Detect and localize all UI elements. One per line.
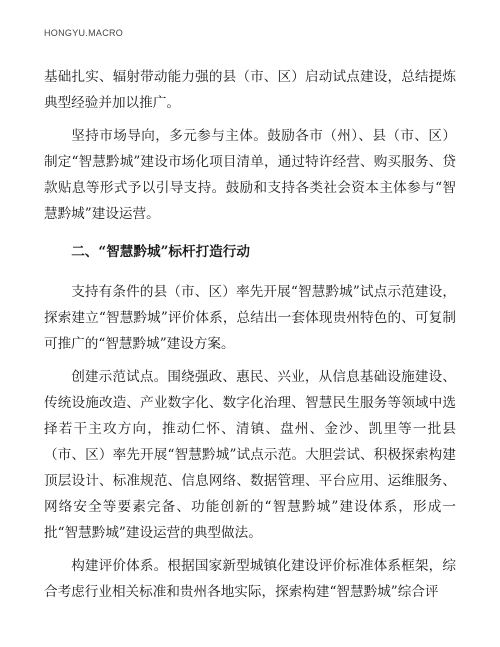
- document-header: HONGYU.MACRO: [44, 28, 124, 38]
- paragraph-create-demonstration: 创建示范试点。围绕强政、惠民、兴业，从信息基础设施建设、传统设施改造、产业数字化、数字化治理、智慧民生服务等领域中选择若干主攻方向，推动仁怀、清镇、盘州、金沙、凯里等一批县（市、区）率先开展“智慧黔城”试点示范。大胆尝试、积极探索构建顶层设计、标准规范、信息网络、数据管理、平台应用、运维服务、网络安全等要素完备、功能创新的“智慧黔城”建设体系，形成一批“智慧黔城”建设运营的典型做法。: [44, 369, 456, 541]
- section-heading: 二、“智慧黔城”标杆打造行动: [71, 244, 250, 260]
- paragraph-evaluation-system: 构建评价体系。根据国家新型城镇化建设评价标准体系框架，综合考虑行业相关标准和贵州各地实际，探索构建“智慧黔城”综合评: [44, 558, 456, 600]
- document-body: [44, 64, 456, 605]
- paragraph-market-orientation: 坚持市场导向，多元参与主体。鼓励各市（州）、县（市、区）制定“智慧黔城”建设市场化项目清单，通过特许经营、购买服务、贷款贴息等形式予以引导支持。鼓励和支持各类社会资本主体参与“智慧黔城”建设运营。: [44, 128, 456, 222]
- paragraph-pilot-support: 支持有条件的县（市、区）率先开展“智慧黔城”试点示范建设，探索建立“智慧黔城”评价体系，总结出一套体现贵州特色的、可复制可推广的“智慧黔城”建设方案。: [44, 284, 456, 352]
- paragraph-continuation: 基础扎实、辐射带动能力强的县（市、区）启动试点建设，总结提炼典型经验并加以推广。: [44, 69, 456, 111]
